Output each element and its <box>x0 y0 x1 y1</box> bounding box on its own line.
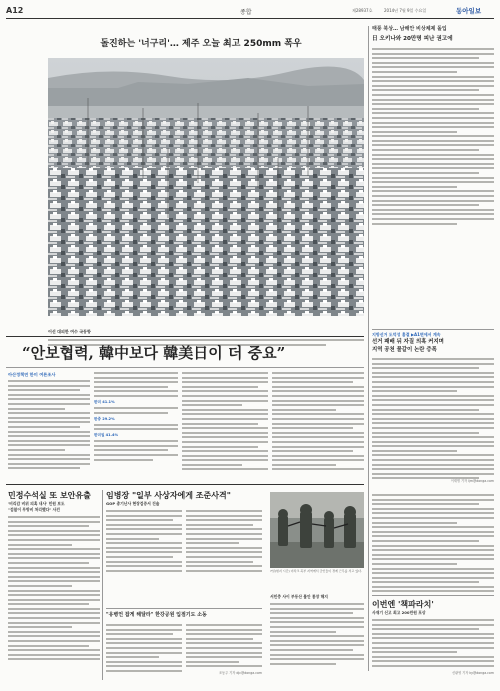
chart-label-1: 한미 41.1% <box>94 399 115 404</box>
masthead-rule <box>6 18 494 19</box>
main-quote-sub: 아산정책연 한미 여론조사 <box>8 372 56 377</box>
right-mid-kicker: 선거 패배 뒤 자질 의혹 커지며 <box>372 339 444 345</box>
issue-number: 제28937호 <box>352 8 373 13</box>
photo-caption <box>48 318 364 332</box>
top-story-headline: 돌진하는 '너구리'… 제주 오늘 최고 250mm 폭우 <box>100 39 302 49</box>
issue-date: 2014년 7월 9일 수요일 <box>384 8 427 13</box>
bottom-center-headline: 임병장 "일부 사상자에게 조준사격" <box>106 491 231 500</box>
right-divider <box>368 26 369 671</box>
chart-label-2: 한중 29.2% <box>94 416 115 421</box>
paper-name: 동아일보 <box>456 7 482 15</box>
bottom-center-kicker: GOP 총기난사 현장검증서 진술 <box>106 501 160 506</box>
main-quote-headline: “안보협력, 韓中보다 韓美日이 더 중요” <box>22 344 286 362</box>
bottom-left-kicker: '비리감 비위 의혹 내사' 민원 보도 <box>8 501 65 506</box>
bottom-mid-right-kicker: 서민층 사이 부동산 불안 통장 해지 <box>270 594 328 599</box>
right-top-headline: 日 오키나와 20만명 피난 권고에 <box>372 36 453 42</box>
soldier-caption-text: 7일(현지 시간) 이라크 북부 지역에서 군인들이 경계 근무를 서고 있다. <box>270 569 363 573</box>
harbor-photo <box>48 58 364 316</box>
chart-label-3: 한미일 41.4% <box>94 433 119 438</box>
bottom-center-byline: 조동주 기자 djc@donga.com <box>218 670 262 675</box>
bottom-right-story <box>372 494 494 686</box>
right-mid-byline: 이재명 기자 ljm@donga.com <box>450 479 494 483</box>
bottom-right-headline: 이번엔 '책파라치' <box>372 600 434 610</box>
right-column-mid <box>372 332 494 492</box>
bottom-left-headline: 민정수석실 또 보안유출 <box>8 491 91 500</box>
quote-col-2 <box>94 372 178 476</box>
bottom-right-byline: 신광영 기자 ky@donga.com <box>451 670 494 675</box>
bottom-mid-right-story <box>270 594 364 686</box>
soldier-photo-caption <box>270 569 364 589</box>
quote-col-4 <box>272 372 364 476</box>
quote-col-3 <box>182 372 268 476</box>
bottom-center-story <box>106 490 262 685</box>
section-label: 종합 <box>240 9 252 16</box>
right-mid-headline: 지역 공천 물갈이 논란 증폭 <box>372 347 437 353</box>
page-number: A12 <box>6 6 24 15</box>
quote-col-1 <box>8 380 90 476</box>
right-column-top <box>372 26 494 326</box>
bottom-left-story <box>8 490 100 685</box>
right-mid-section: 지방선거 도덕성 흠결 ▶A1면에서 계속 <box>372 332 441 337</box>
right-top-kicker: 태풍 북상… 남해안 비상체제 돌입 <box>372 26 447 32</box>
photo-caption-label: 어선 대피한 여수 국동항 <box>48 329 91 334</box>
soldier-photo <box>270 492 364 568</box>
bottom-center-quote-box: "유병언 잡게 해달라" 한강공원 입점기도 소동 <box>106 612 207 618</box>
bottom-left-sub-kicker: "검찰이 무방비 처리했다" 사건 <box>8 507 60 512</box>
bottom-right-sub-kicker: 사재기 신고 최고 200만원 포상 <box>372 610 426 616</box>
